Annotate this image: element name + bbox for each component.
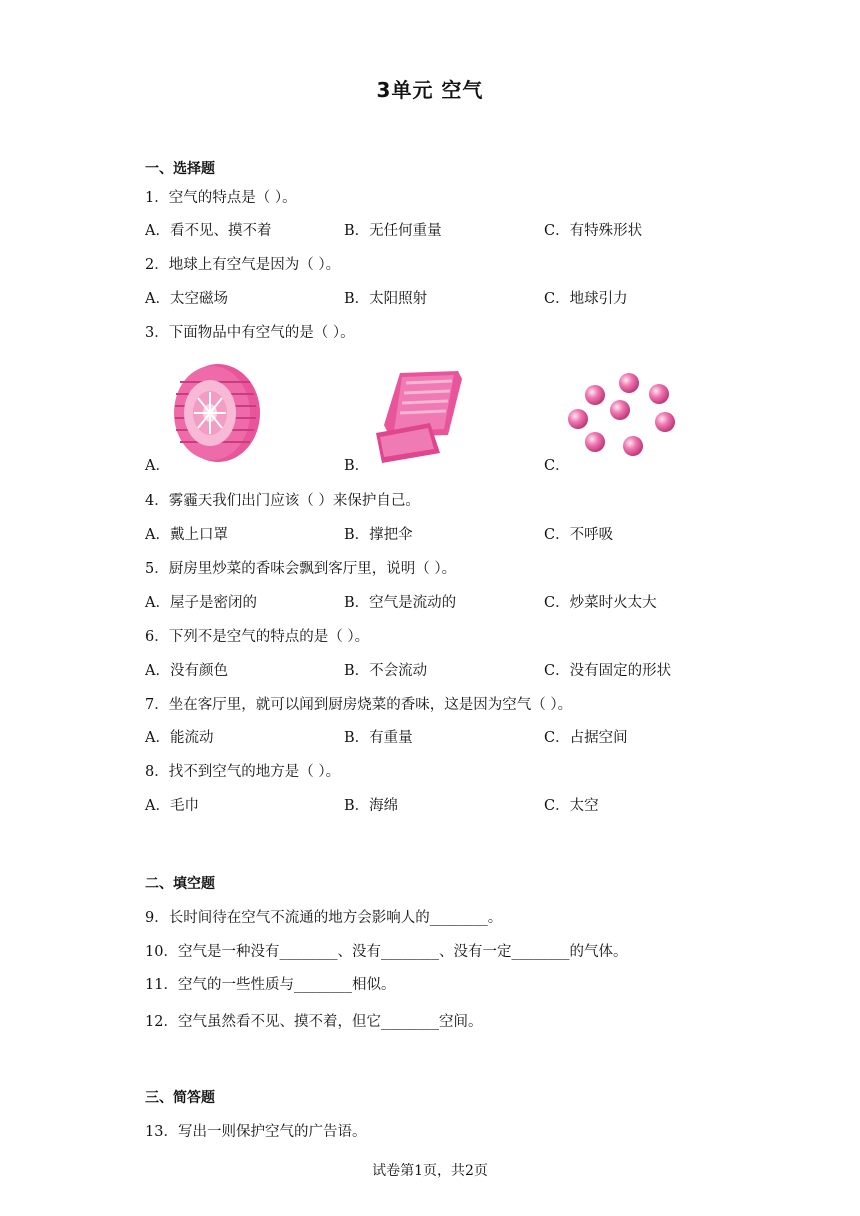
question-10: 10．空气是一种没有________、没有________、没有一定________的气体。 bbox=[145, 944, 628, 960]
sponge-image bbox=[370, 365, 465, 465]
q2-option-b: B．太阳照射 bbox=[344, 291, 428, 307]
q3-option-a: A． bbox=[145, 458, 170, 474]
q5-option-a: A．屋子是密闭的 bbox=[145, 595, 257, 611]
q7-option-b: B．有重量 bbox=[344, 730, 413, 746]
q8-option-b: B．海绵 bbox=[344, 798, 399, 814]
q4-option-a: A．戴上口罩 bbox=[145, 527, 228, 543]
q6-option-a: A．没有颜色 bbox=[145, 663, 228, 679]
page-footer: 试卷第1页，共2页 bbox=[372, 1163, 488, 1179]
question-11: 11．空气的一些性质与________相似。 bbox=[145, 977, 396, 993]
q3-option-c: C． bbox=[544, 458, 570, 474]
q1-option-b: B．无任何重量 bbox=[344, 223, 442, 239]
question-3: 3．下面物品中有空气的是（ ）。 bbox=[145, 325, 355, 341]
q5-option-b: B．空气是流动的 bbox=[344, 595, 457, 611]
q7-option-a: A．能流动 bbox=[145, 730, 214, 746]
q7-option-c: C．占据空间 bbox=[544, 730, 628, 746]
q8-option-a: A．毛巾 bbox=[145, 798, 199, 814]
q3-option-b: B． bbox=[344, 458, 370, 474]
page-title: 3单元 空气 bbox=[376, 78, 484, 102]
question-8: 8．找不到空气的地方是（ ）。 bbox=[145, 764, 341, 780]
question-1: 1．空气的特点是（ ）。 bbox=[145, 190, 297, 206]
q4-option-c: C．不呼吸 bbox=[544, 527, 614, 543]
tire-image bbox=[170, 362, 262, 464]
section-short-answer: 三、简答题 bbox=[145, 1090, 215, 1106]
q4-option-b: B．撑把伞 bbox=[344, 527, 413, 543]
question-6: 6．下列不是空气的特点的是（ ）。 bbox=[145, 629, 370, 645]
q1-option-c: C．有特殊形状 bbox=[544, 223, 643, 239]
q5-option-c: C．炒菜时火太大 bbox=[544, 595, 657, 611]
q8-option-c: C．太空 bbox=[544, 798, 599, 814]
section-choice: 一、选择题 bbox=[145, 161, 215, 177]
q1-option-a: A．看不见、摸不着 bbox=[145, 223, 272, 239]
q6-option-b: B．不会流动 bbox=[344, 663, 428, 679]
question-9: 9．长时间待在空气不流通的地方会影响人的________。 bbox=[145, 910, 503, 926]
q6-option-c: C．没有固定的形状 bbox=[544, 663, 672, 679]
question-12: 12．空气虽然看不见、摸不着，但它________空间。 bbox=[145, 1014, 483, 1030]
section-fill-blank: 二、填空题 bbox=[145, 876, 215, 892]
question-7: 7．坐在客厅里，就可以闻到厨房烧菜的香味，这是因为空气（ ）。 bbox=[145, 697, 573, 713]
question-4: 4．雾霾天我们出门应该（ ）来保护自己。 bbox=[145, 493, 420, 509]
question-5: 5．厨房里炒菜的香味会飘到客厅里，说明（ ）。 bbox=[145, 561, 457, 577]
steel-balls-image bbox=[565, 370, 680, 465]
question-2: 2．地球上有空气是因为（ ）。 bbox=[145, 257, 341, 273]
question-13: 13．写出一则保护空气的广告语。 bbox=[145, 1124, 367, 1140]
q2-option-a: A．太空磁场 bbox=[145, 291, 228, 307]
q2-option-c: C．地球引力 bbox=[544, 291, 628, 307]
